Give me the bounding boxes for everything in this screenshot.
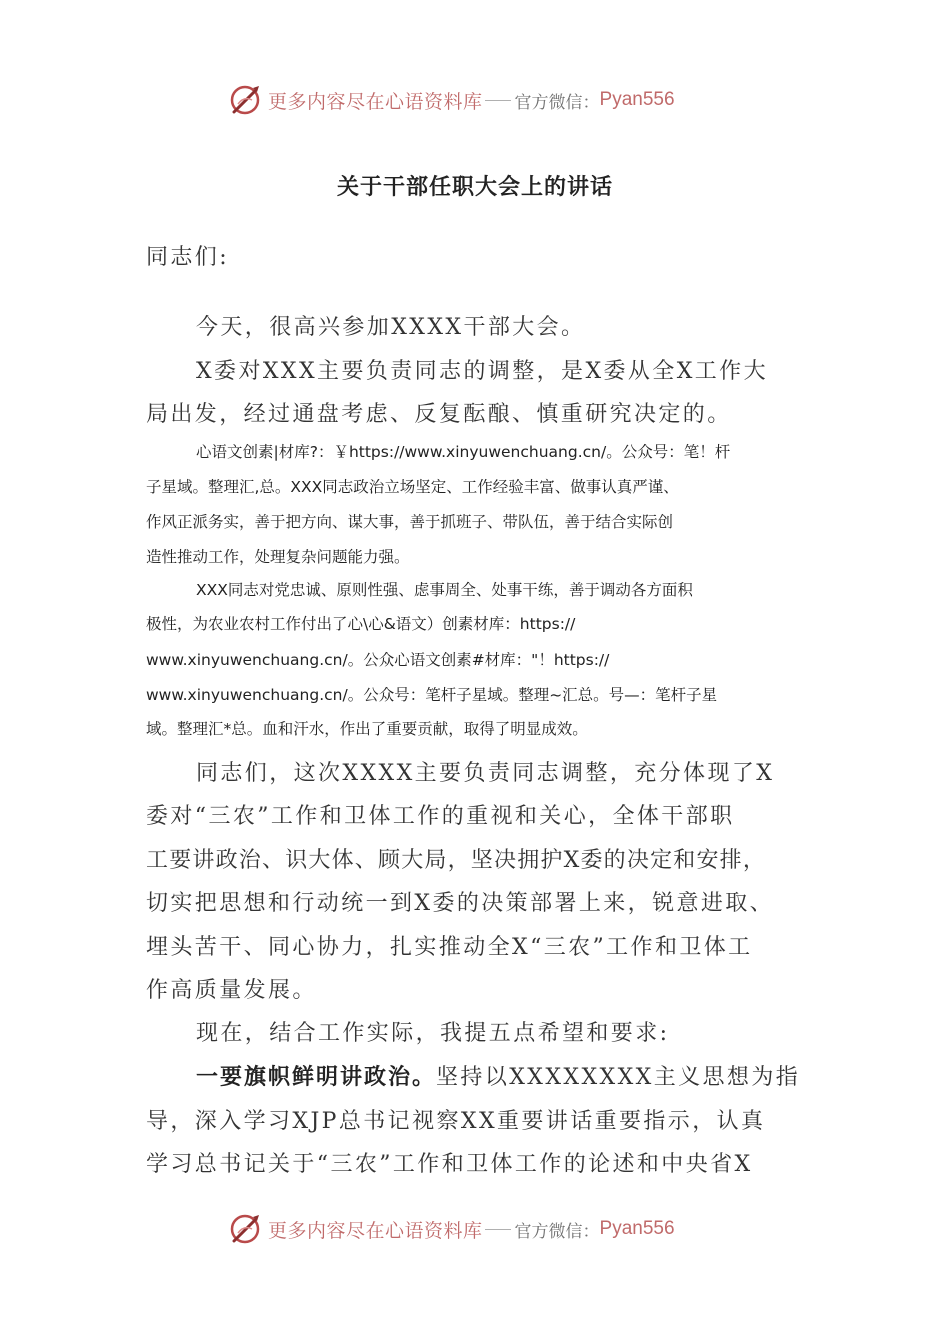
footer-banner bbox=[228, 1209, 728, 1249]
paragraph-3-line-1: 心语文创素|材库?：￥https://www.xinyuwenchuang.cn/。公众号：笔！杆 bbox=[196, 443, 731, 461]
salutation: 同志们: bbox=[146, 245, 230, 270]
banner-wechat-label: 官方微信： bbox=[514, 1221, 600, 1242]
paragraph-1: 今天，很高兴参加XXXX干部大会。 bbox=[196, 315, 586, 340]
paragraph-5-line-1: 同志们，这次XXXX主要负责同志调整，充分体现了X bbox=[196, 761, 775, 786]
pen-logo-icon bbox=[228, 82, 264, 118]
banner-separator bbox=[485, 1229, 511, 1230]
pen-logo-icon bbox=[228, 1211, 264, 1247]
paragraph-6: 现在，结合工作实际，我提五点希望和要求: bbox=[196, 1021, 670, 1046]
paragraph-3-line-3: 作风正派务实，善于把方向、谋大事，善于抓班子、带队伍，善于结合实际创 bbox=[146, 513, 674, 531]
paragraph-4-line-2: 极性，为农业农村工作付出了心\心&语文）创素材库：https:// bbox=[146, 615, 576, 633]
paragraph-7-line-1-text: 坚持以XXXXXXXX主义思想为指 bbox=[436, 1065, 801, 1090]
paragraph-5-line-4: 切实把思想和行动统一到X委的决策部署上来，锐意进取、 bbox=[146, 891, 775, 916]
paragraph-5-line-2: 委对“三农”工作和卫体工作的重视和关心，全体干部职 bbox=[146, 804, 735, 829]
banner-account: Pyan556 bbox=[599, 89, 675, 110]
header-banner bbox=[228, 80, 728, 120]
banner-text: 更多内容尽在心语资料库 bbox=[268, 1219, 483, 1242]
paragraph-7-line-1 bbox=[196, 1060, 800, 1091]
paragraph-7-line-2: 导，深入学习XJP总书记视察XX重要讲话重要指示，认真 bbox=[146, 1109, 766, 1134]
paragraph-4-line-1: XXX同志对党忠诚、原则性强、虑事周全、处事干练，善于调动各方面积 bbox=[196, 581, 693, 599]
paragraph-2-line-1: X委对XXX主要负责同志的调整，是X委从全X工作大 bbox=[196, 359, 768, 384]
banner-text: 更多内容尽在心语资料库 bbox=[268, 90, 483, 113]
paragraph-5-line-6: 作高质量发展。 bbox=[146, 978, 317, 1003]
paragraph-2-line-2: 局出发，经过通盘考虑、反复酝酿、慎重研究决定的。 bbox=[146, 402, 732, 427]
paragraph-4-line-5: 域。整理汇*总。血和汗水，作出了重要贡献，取得了明显成效。 bbox=[146, 720, 588, 738]
paragraph-5-line-3: 工要讲政治、识大体、顾大局，坚决拥护X委的决定和安排， bbox=[146, 848, 767, 873]
paragraph-7-line-3: 学习总书记关于“三农”工作和卫体工作的论述和中央省X bbox=[146, 1152, 753, 1177]
document-title: 关于干部任职大会上的讲话 bbox=[336, 175, 613, 200]
paragraph-5-line-5: 埋头苦干、同心协力，扎实推动全X“三农”工作和卫体工 bbox=[146, 935, 753, 960]
banner-wechat-label: 官方微信： bbox=[514, 92, 600, 113]
paragraph-3-line-4: 造性推动工作，处理复杂问题能力强。 bbox=[146, 548, 410, 566]
paragraph-4-line-3: www.xinyuwenchuang.cn/。公众心语文创素#材库："！https:// bbox=[146, 651, 610, 669]
banner-separator bbox=[485, 100, 511, 101]
paragraph-7-heading: 一要旗帜鲜明讲政治。 bbox=[196, 1065, 437, 1090]
banner-account: Pyan556 bbox=[599, 1218, 675, 1239]
paragraph-3-line-2: 子星域。整理汇,总。XXX同志政治立场坚定、工作经验丰富、做事认真严谨、 bbox=[146, 478, 679, 496]
paragraph-4-line-4: www.xinyuwenchuang.cn/。公众号：笔杆子星域。整理~汇总。号—：笔杆子星 bbox=[146, 686, 718, 704]
